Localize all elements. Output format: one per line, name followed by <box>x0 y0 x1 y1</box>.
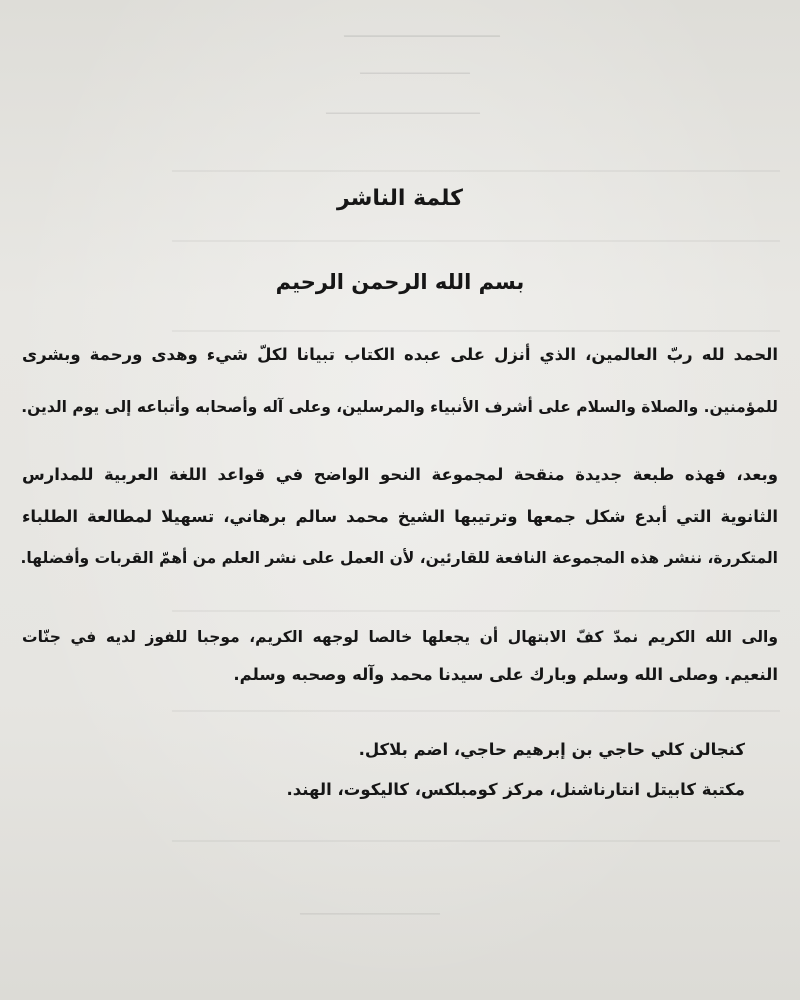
bleed-through-texture: ―――――――――――――――――――――――――――――――――――――― <box>172 160 780 179</box>
page-title: كلمة الناشر <box>337 186 463 211</box>
paragraph-3-line-1: والى الله الكريم نمدّ كفّ الابتهال أن يجعلها خالصا لوجهه الكريم، موجبا للفوز لديه في جنّات <box>22 628 778 646</box>
paragraph-2-line-1: وبعد، فهذه طبعة جديدة منقحة لمجموعة النحو الواضح في قواعد اللغة العربية للمدارس <box>22 465 778 484</box>
paragraph-2-line-2: الثانوية التي أبدع شكل جمعها وترتيبها الشيخ محمد سالم برهاني، تسهيلا لمطالعة الطلباء <box>22 507 778 526</box>
bleed-through-texture: ―――――――――――――――――――――――――――――――――――――― <box>172 700 780 719</box>
paragraph-1-line-2: للمؤمنين. والصلاة والسلام على أشرف الأنبياء والمرسلين، وعلى آله وأصحابه وأتباعه إلى يوم الدين. <box>21 398 778 416</box>
bleed-through-texture: ―――――――――――――――――――――――――――――――――――――― <box>172 830 780 849</box>
bleed-through-texture: ――――― <box>360 60 470 85</box>
bleed-through-texture: ――――――― <box>300 900 440 924</box>
paragraph-1-line-1: الحمد لله ربّ العالمين، الذي أنزل على عبده الكتاب تبيانا لكلّ شيء وهدى ورحمة وبشرى <box>22 345 778 364</box>
basmala-heading: بسم الله الرحمن الرحيم <box>275 270 525 294</box>
paragraph-2-line-3: المتكررة، ننشر هذه المجموعة النافعة للقارئين، لأن العمل على نشر العلم من أهمّ القربات وأفضلها. <box>20 549 778 567</box>
bleed-through-texture: ―――――――――――――――――――――――――――――――――――――― <box>172 230 780 249</box>
bleed-through-texture: ―――――――――――――――――――――――――――――――――――――― <box>172 320 780 339</box>
signature-line-1: كنجالن كلي حاجي بن إبرهيم حاجي، اضم بلاكل. <box>358 740 745 759</box>
paragraph-3-line-2: النعيم. وصلى الله وسلم وبارك على سيدنا محمد وآله وصحبه وسلم. <box>233 665 778 684</box>
signature-line-2: مكتبة كابيتل انتارناشنل، مركز كومبلكس، كاليكوت، الهند. <box>286 780 745 799</box>
bleed-through-texture: ――――――― <box>326 100 480 125</box>
bleed-through-texture: ―――――――――――――――――――――――――――――――――――――― <box>172 600 780 619</box>
bleed-through-texture: ―――――― <box>344 20 500 50</box>
